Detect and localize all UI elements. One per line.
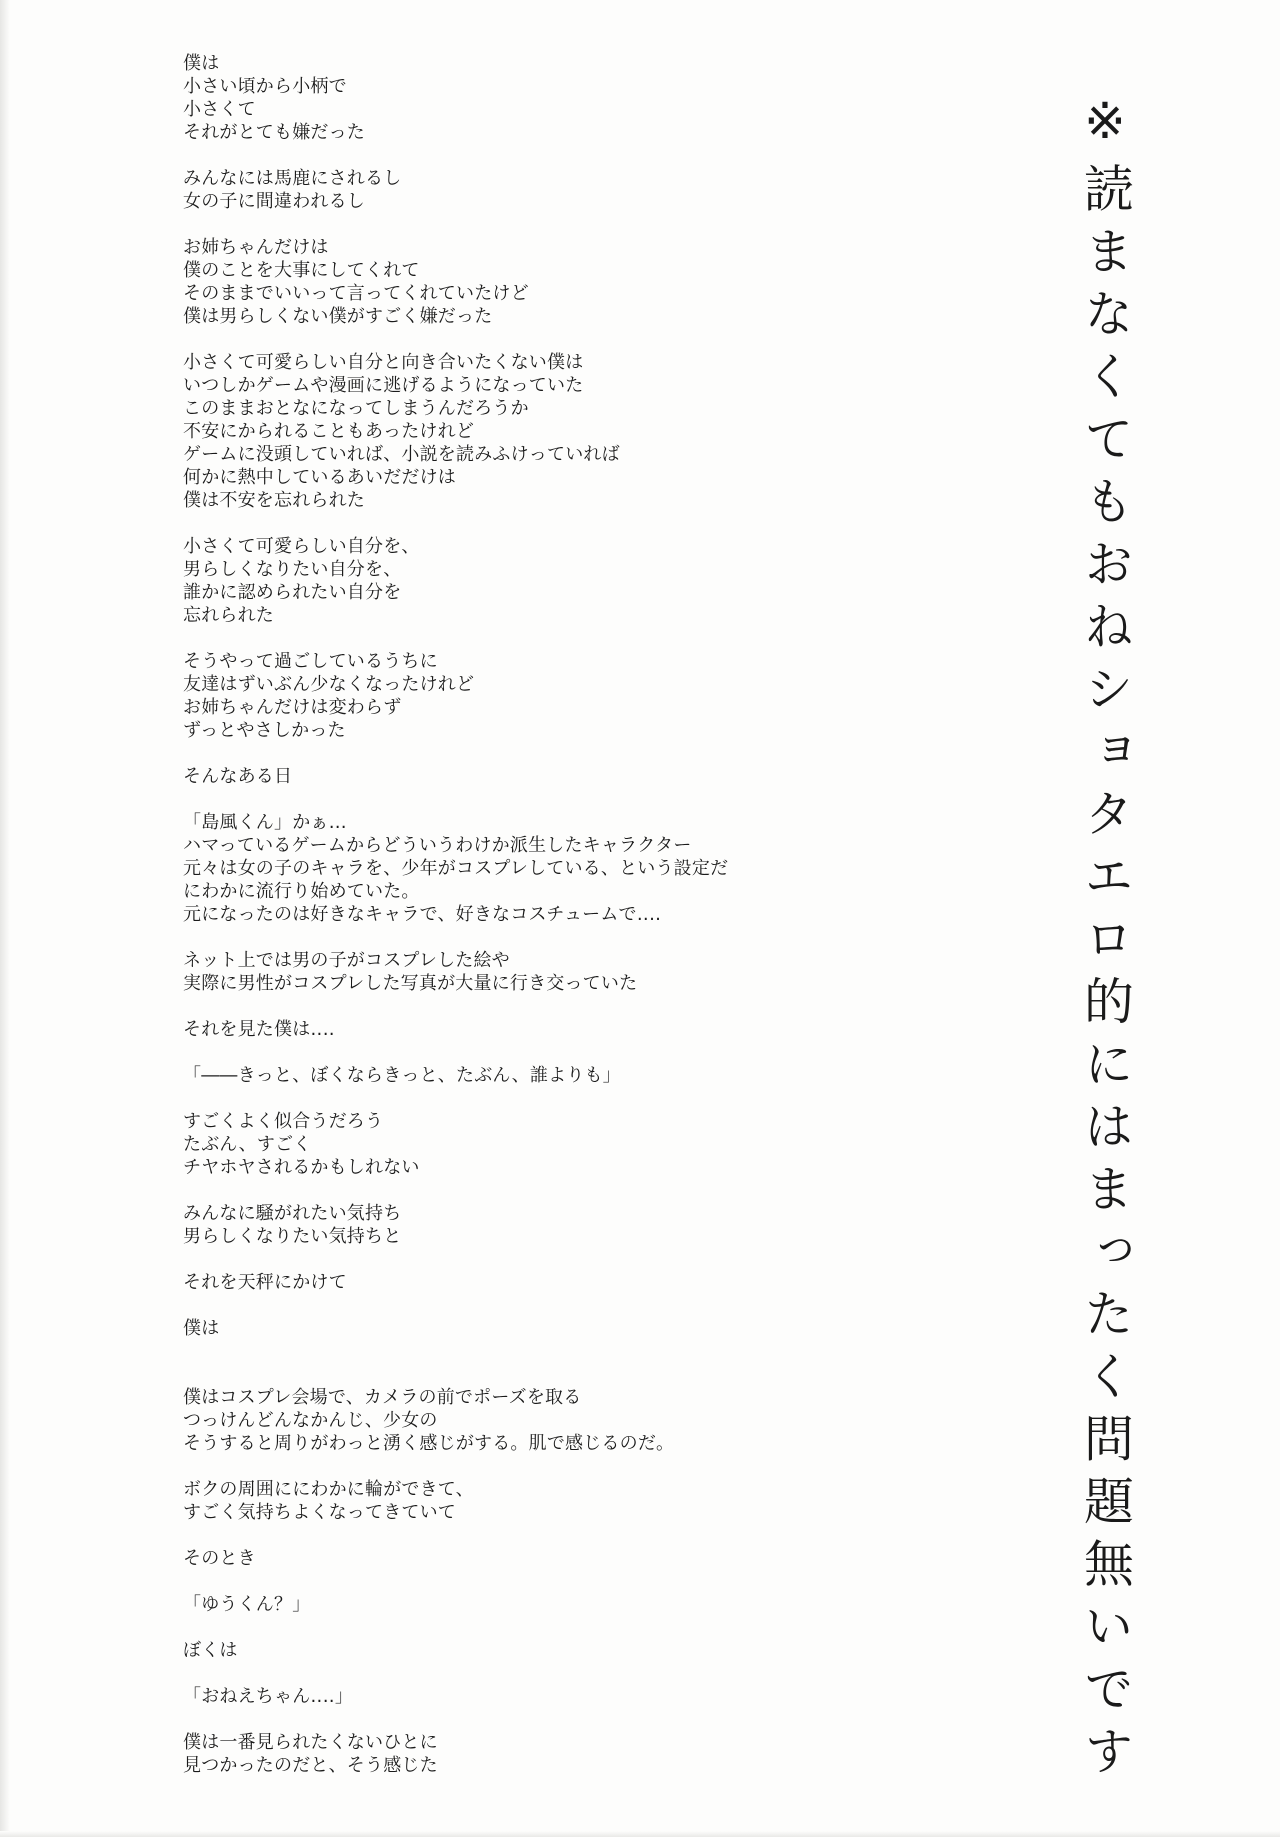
text-line: 僕のことを大事にしてくれて [183, 260, 420, 281]
text-line: そのままでいいって言ってくれていたけど [183, 283, 529, 304]
text-line: ネット上では男の子がコスプレした絵や [183, 950, 510, 971]
stanza [183, 1271, 943, 1294]
text-line: 小さくて可愛らしい自分を、 [183, 536, 420, 557]
stanza [183, 52, 943, 144]
text-line: それがとても嫌だった [183, 122, 365, 143]
text-line: 「おねえちゃん‥‥」 [183, 1686, 354, 1707]
text-line: 僕は男らしくない僕がすごく嫌だった [183, 306, 493, 327]
stanza [183, 351, 943, 512]
text-line: 見つかったのだと、そう感じた [183, 1755, 438, 1776]
text-line: たぶん、すごく [183, 1134, 312, 1155]
text-line: 何かに熱中しているあいだだけは [183, 467, 456, 488]
stanza [183, 1478, 943, 1524]
stanza [183, 1064, 943, 1087]
stanza [183, 1547, 943, 1570]
text-line: 友達はずいぶん少なくなったけれど [183, 674, 475, 695]
text-line: 「――きっと、ぼくならきっと、たぶん、誰よりも」 [183, 1065, 621, 1086]
stanza [183, 650, 943, 742]
text-line: ぼくは [183, 1640, 238, 1661]
text-line: ゲームに没頭していれば、小説を読みふけっていれば [183, 444, 620, 465]
text-line: いつしかゲームや漫画に逃げるようになっていた [183, 375, 584, 396]
stanza [183, 765, 943, 788]
page-edge-shadow [0, 0, 10, 1837]
prose-block [183, 52, 943, 1800]
stanza [183, 949, 943, 995]
text-line: 小さい頃から小柄で [183, 76, 347, 97]
text-line: ずっとやさしかった [183, 720, 346, 741]
text-line: 実際に男性がコスプレした写真が大量に行き交っていた [183, 973, 638, 994]
text-line: 女の子に間違われるし [183, 191, 365, 212]
text-line: そうすると周りがわっと湧く感じがする。肌で感じるのだ。 [183, 1433, 675, 1454]
text-line: ボクの周囲ににわかに輪ができて、 [183, 1479, 474, 1500]
text-line: お姉ちゃんだけは [183, 237, 329, 258]
text-line: 不安にかられることもあったけれど [183, 421, 475, 442]
text-line: それを見た僕は‥‥ [183, 1019, 335, 1040]
text-line: 男らしくなりたい自分を、 [183, 559, 402, 580]
page-bottom-shadow [0, 1831, 1280, 1837]
stanza [183, 236, 943, 328]
stanza [183, 1018, 943, 1041]
text-line: ハマっているゲームからどういうわけか派生したキャラクター [183, 835, 692, 856]
stanza [183, 167, 943, 213]
stanza [183, 811, 943, 926]
stanza [183, 1386, 943, 1455]
text-line: 忘れられた [183, 605, 274, 626]
text-line: みんなに騒がれたい気持ち [183, 1203, 402, 1224]
stanza [183, 1202, 943, 1248]
text-line: そうやって過ごしているうちに [183, 651, 438, 672]
text-line: そんなある日 [183, 766, 293, 787]
text-line: 男らしくなりたい気持ちと [183, 1226, 402, 1247]
stanza [183, 535, 943, 627]
text-line: このままおとなになってしまうんだろうか [183, 398, 529, 419]
text-line: みんなには馬鹿にされるし [183, 168, 402, 189]
text-line: 「ゆうくん？」 [183, 1594, 311, 1615]
text-line: 元になったのは好きなキャラで、好きなコスチュームで‥‥ [183, 904, 662, 925]
text-line: 僕は [183, 53, 220, 74]
stanza [183, 1731, 943, 1777]
text-line: 小さくて可愛らしい自分と向き合いたくない僕は [183, 352, 584, 373]
text-line: 僕は [183, 1318, 220, 1339]
text-line: 小さくて [183, 99, 256, 120]
text-line: 誰かに認められたい自分を [183, 582, 402, 603]
text-line: 元々は女の子のキャラを、少年がコスプレしている、という設定だ [183, 858, 729, 879]
stanza [183, 1110, 943, 1179]
text-line: つっけんどんなかんじ、少女の [183, 1410, 438, 1431]
stanza [183, 1685, 943, 1708]
text-line: 僕は不安を忘れられた [183, 490, 365, 511]
text-line: そのとき [183, 1548, 256, 1569]
stanza [183, 1317, 943, 1340]
text-line: それを天秤にかけて [183, 1272, 347, 1293]
stanza [183, 1639, 943, 1662]
text-line: 僕はコスプレ会場で、カメラの前でポーズを取る [183, 1387, 582, 1408]
vertical-note: ※読まなくてもおねショタエロ的にはまったく問題無いです [1076, 92, 1134, 1788]
stanza [183, 1593, 943, 1616]
text-line: すごくよく似合うだろう [183, 1111, 384, 1132]
text-line: チヤホヤされるかもしれない [183, 1157, 420, 1178]
text-line: 僕は一番見られたくないひとに [183, 1732, 438, 1753]
text-line: お姉ちゃんだけは変わらず [183, 697, 402, 718]
text-line: すごく気持ちよくなってきていて [183, 1502, 456, 1523]
text-line: にわかに流行り始めていた。 [183, 881, 420, 902]
text-line: 「島風くん」かぁ… [183, 812, 347, 833]
